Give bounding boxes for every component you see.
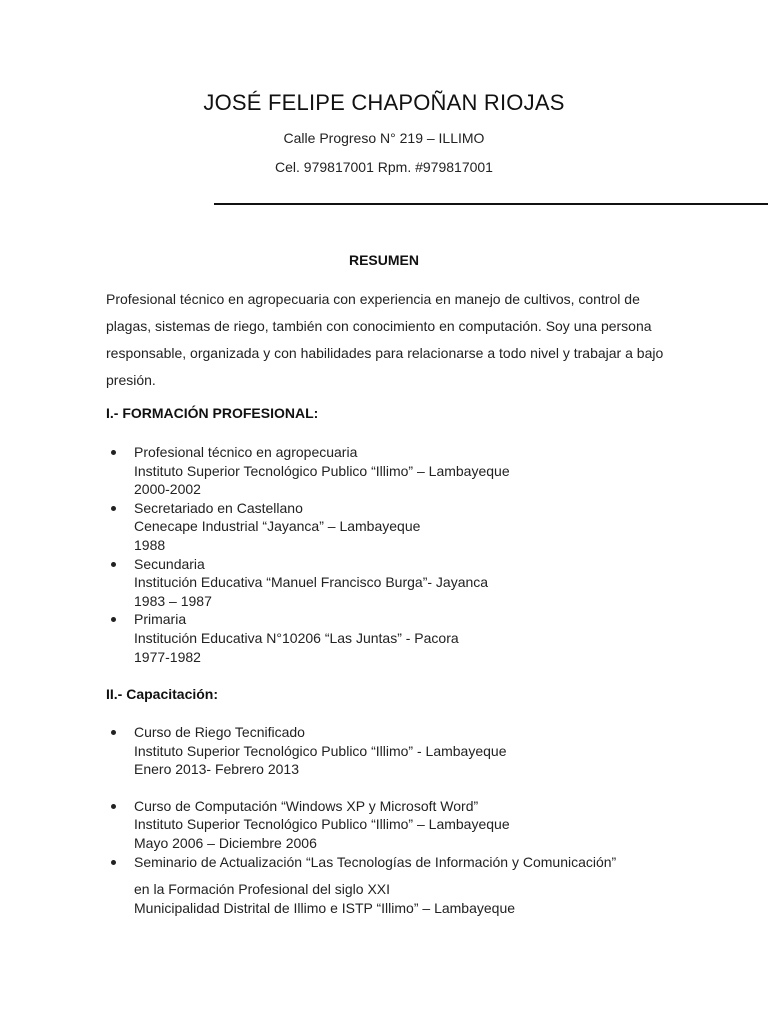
bullet-icon [111, 730, 116, 735]
item-years: Enero 2013- Febrero 2013 [134, 761, 299, 778]
item-years: 2000-2002 [134, 481, 201, 498]
bullet-icon [111, 450, 116, 455]
item-title: Primaria [134, 611, 187, 628]
item-title: Curso de Computación “Windows XP y Microsoft Word” [134, 797, 479, 814]
bullet-icon [111, 562, 116, 567]
bullet-icon [111, 860, 116, 865]
formacion-heading: I.- FORMACIÓN PROFESIONAL: [106, 405, 319, 421]
item-institution: Instituto Superior Tecnológico Publico “Illimo” – Lambayeque [134, 462, 510, 479]
item-years: 1988 [134, 536, 166, 553]
capacitacion-list [106, 723, 706, 917]
item-institution: Institución Educativa “Manuel Francisco Burga”- Jayanca [134, 574, 489, 591]
item-years: 1977-1982 [134, 648, 201, 665]
resumen-heading: RESUMEN [348, 252, 419, 268]
candidate-name: JOSÉ FELIPE CHAPOÑAN RIOJAS [203, 90, 565, 115]
item-title: Profesional técnico en agropecuaria [134, 444, 358, 460]
phone-numbers: Cel. 979817001 Rpm. #979817001 [275, 159, 493, 175]
list-item [106, 555, 706, 611]
item-title-continued: en la Formación Profesional del siglo XXI [134, 881, 391, 898]
header-divider [214, 203, 768, 205]
list-item [106, 797, 706, 853]
item-years: Mayo 2006 – Diciembre 2006 [134, 834, 317, 851]
item-institution: Instituto Superior Tecnológico Publico “Illimo” – Lambayeque [134, 816, 510, 833]
resumen-text: Profesional técnico en agropecuaria con experiencia en manejo de cultivos, control de plagas, sistemas de riego, también con conocimiento en computación. Soy una persona responsable, organizada y con habilidades para relacionarse a todo nivel y trabajar a bajo presión. [106, 291, 664, 388]
item-title: Secundaria [134, 555, 205, 572]
item-years: 1983 – 1987 [134, 592, 212, 609]
item-institution: Cenecape Industrial “Jayanca” – Lambayeque [134, 518, 421, 535]
list-item [106, 443, 706, 499]
address: Calle Progreso N° 219 – ILLIMO [283, 130, 485, 146]
item-institution: Institución Educativa N°10206 “Las Juntas” - Pacora [134, 629, 459, 646]
list-item [106, 610, 706, 666]
item-institution: Instituto Superior Tecnológico Publico “Illimo” - Lambayeque [134, 742, 507, 759]
bullet-icon [111, 506, 116, 511]
item-title: Curso de Riego Tecnificado [134, 724, 305, 740]
item-institution: Municipalidad Distrital de Illimo e ISTP “Illimo” – Lambayeque [134, 899, 516, 916]
bullet-icon [111, 804, 116, 809]
capacitacion-heading: II.- Capacitación: [106, 686, 219, 702]
list-item [106, 499, 706, 555]
list-item [106, 723, 706, 779]
formacion-list [106, 443, 706, 666]
bullet-icon [111, 617, 116, 622]
item-title: Seminario de Actualización “Las Tecnologías de Información y Comunicación” [134, 853, 617, 870]
list-item [106, 853, 706, 918]
item-title: Secretariado en Castellano [134, 499, 303, 516]
